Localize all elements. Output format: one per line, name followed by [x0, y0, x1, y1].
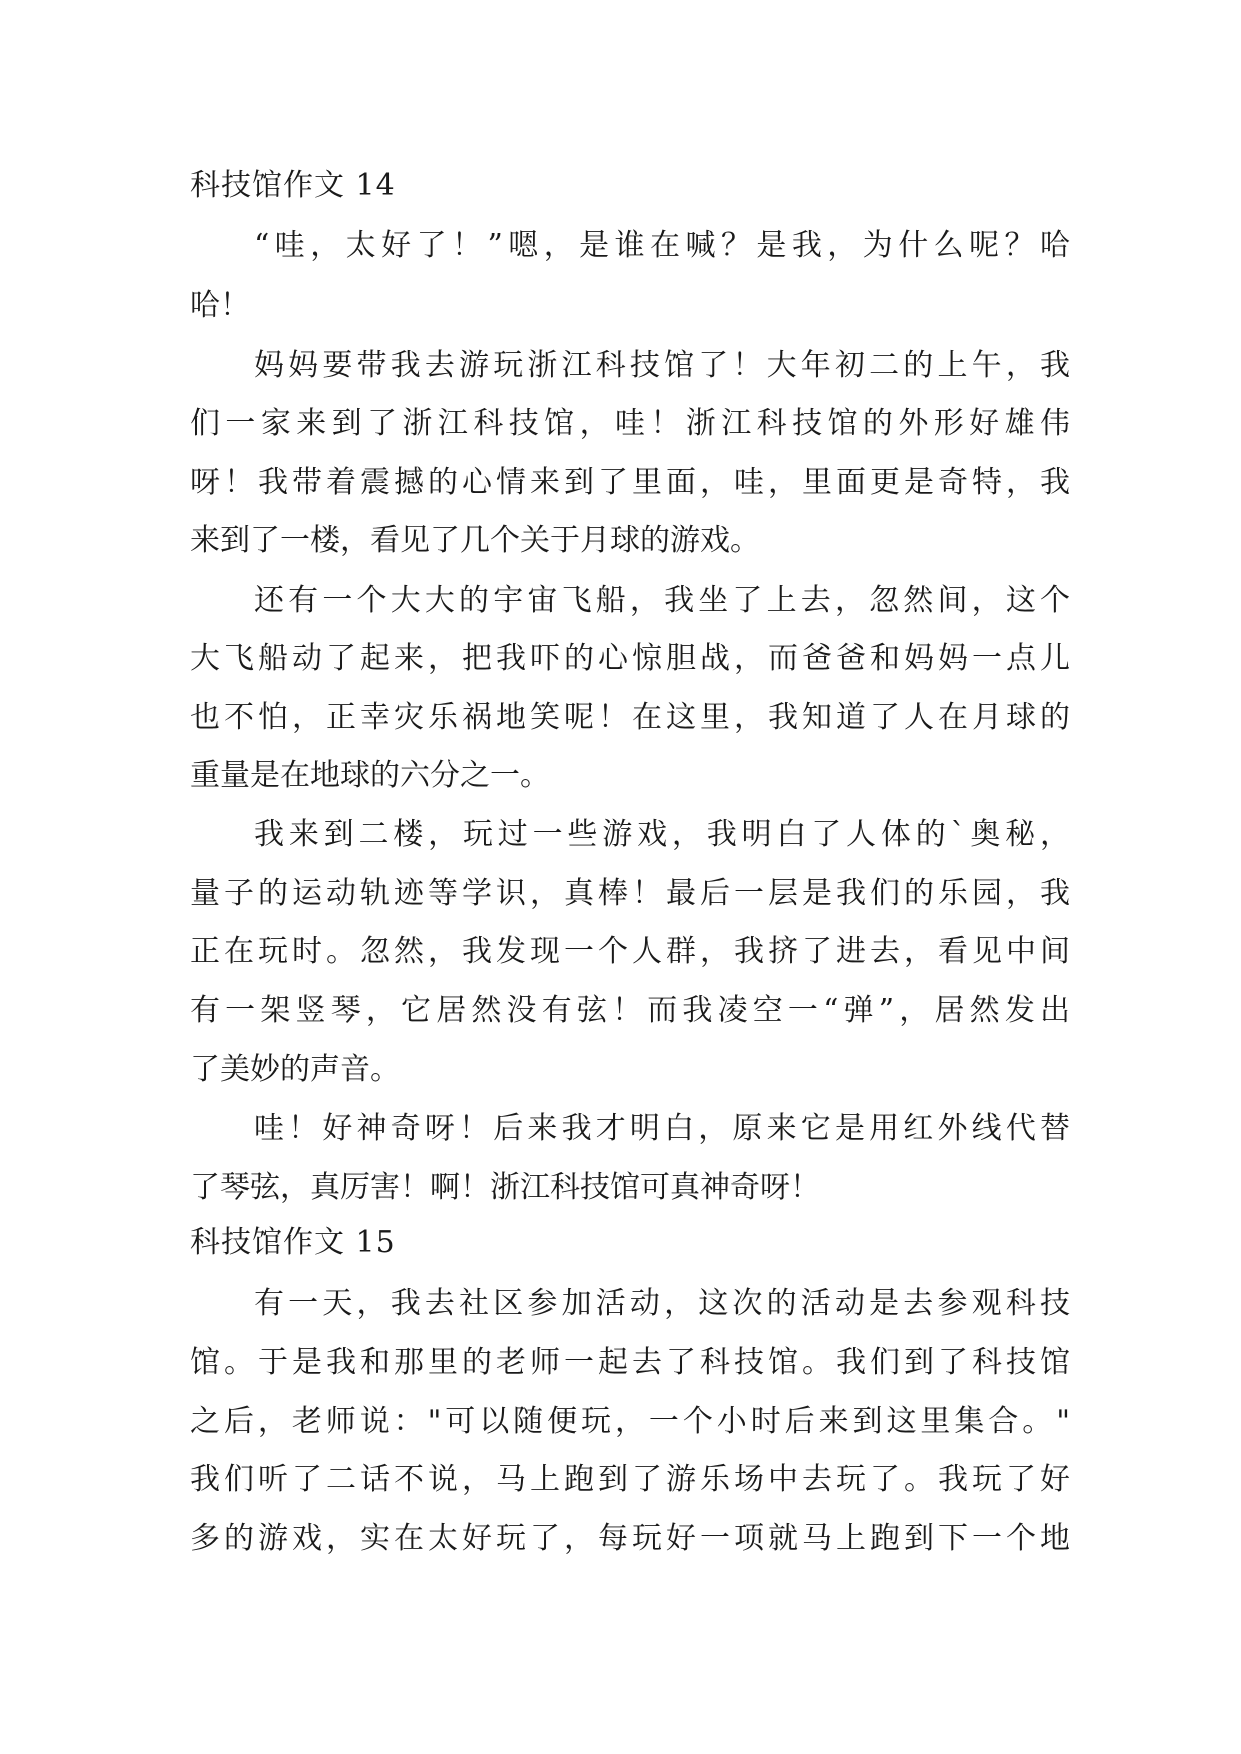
- essay-14-line: “哇，太好了！”嗯，是谁在喊？是我，为什么呢？哈: [254, 228, 1070, 263]
- essay-14-line: 了琴弦，真厉害！啊！浙江科技馆可真神奇呀！: [190, 1170, 820, 1205]
- essay-14-line: 量子的运动轨迹等学识，真棒！最后一层是我们的乐园，我: [190, 876, 1070, 911]
- essay-14-line: 哇！好神奇呀！后来我才明白，原来它是用红外线代替: [254, 1111, 1070, 1146]
- essay-14-line: 有一架竖琴，它居然没有弦！而我凌空一“弹”，居然发出: [190, 993, 1070, 1028]
- essay-14-line: 了美妙的声音。: [190, 1052, 400, 1087]
- essay-14-line: 呀！我带着震撼的心情来到了里面，哇，里面更是奇特，我: [190, 465, 1070, 500]
- essay-14-title: 科技馆作文 14: [190, 168, 396, 203]
- essay-14-line: 妈妈要带我去游玩浙江科技馆了！大年初二的上午，我: [254, 348, 1070, 383]
- essay-14-line: 来到了一楼，看见了几个关于月球的游戏。: [190, 523, 760, 558]
- essay-14-line: 我来到二楼，玩过一些游戏，我明白了人体的`奥秘，: [254, 817, 1070, 852]
- essay-14-line: 哈！: [190, 288, 250, 323]
- essay-14-line: 还有一个大大的宇宙飞船，我坐了上去，忽然间，这个: [254, 583, 1070, 618]
- essay-15-line: 馆。于是我和那里的老师一起去了科技馆。我们到了科技馆: [190, 1345, 1070, 1380]
- essay-14-line: 大飞船动了起来，把我吓的心惊胆战，而爸爸和妈妈一点儿: [190, 641, 1070, 676]
- essay-14-line: 们一家来到了浙江科技馆，哇！浙江科技馆的外形好雄伟: [190, 406, 1070, 441]
- essay-14-line: 也不怕，正幸灾乐祸地笑呢！在这里，我知道了人在月球的: [190, 700, 1070, 735]
- essay-15-line: 多的游戏，实在太好玩了，每玩好一项就马上跑到下一个地: [190, 1521, 1070, 1556]
- essay-15-line: 我们听了二话不说，马上跑到了游乐场中去玩了。我玩了好: [190, 1462, 1070, 1497]
- essay-15-title: 科技馆作文 15: [190, 1225, 396, 1260]
- essay-15-line: 之后，老师说："可以随便玩，一个小时后来到这里集合。": [190, 1404, 1070, 1439]
- essay-14-line: 重量是在地球的六分之一。: [190, 758, 550, 793]
- essay-15-line: 有一天，我去社区参加活动，这次的活动是去参观科技: [254, 1286, 1070, 1321]
- essay-14-line: 正在玩时。忽然，我发现一个人群，我挤了进去，看见中间: [190, 934, 1070, 969]
